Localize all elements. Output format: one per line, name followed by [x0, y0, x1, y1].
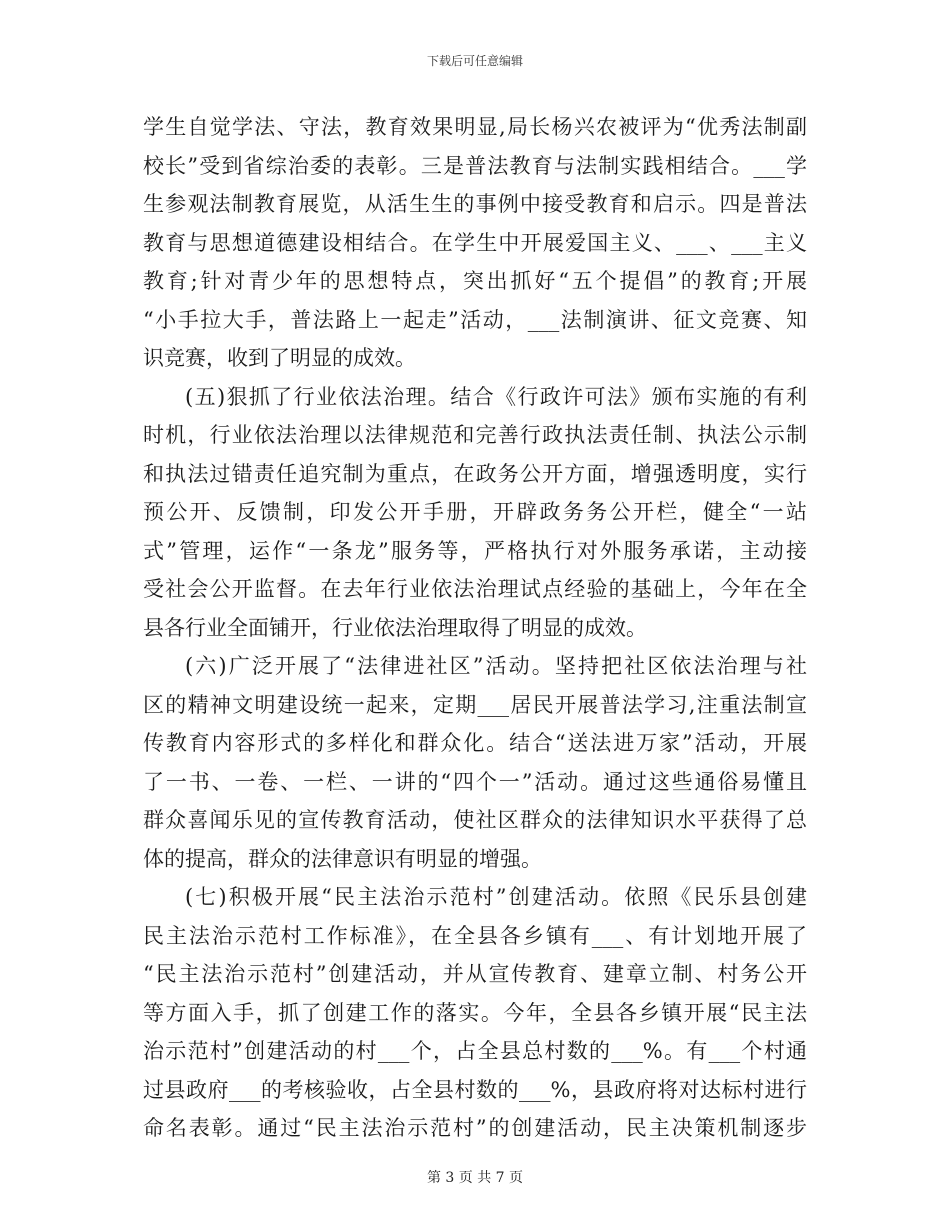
text-line: 时机，行业依法治理以法律规范和完善行政执法责任制、执法公示制	[143, 423, 807, 447]
page-header-note: 下载后可任意编辑	[426, 54, 523, 68]
text-line: 预公开、反馈制，印发公开手册，开辟政务务公开栏，健全“一站	[143, 500, 807, 524]
text-line: 式”管理，运作“一条龙”服务等，严格执行对外服务承诺，主动接	[143, 538, 807, 563]
text-line: 县各行业全面铺开，行业依法治理取得了明显的成效。	[143, 615, 647, 640]
text-line: 体的提高，群众的法律意识有明显的增强。	[143, 846, 542, 871]
text-line: 教育;针对青少年的思想特点，突出抓好“五个提倡”的教育;开展	[143, 269, 807, 293]
text-line: 命名表彰。通过“民主法治示范村”的创建活动，民主决策机制逐步	[143, 1116, 807, 1140]
document-body	[143, 108, 807, 1148]
text-line: 校长”受到省综治委的表彰。三是普法教育与法制实践相结合。___学	[143, 153, 807, 178]
text-line: 了一书、一卷、一栏、一讲的“四个一”活动。通过这些通俗易懂且	[143, 769, 807, 794]
text-line: “小手拉大手，普法路上一起走”活动，___法制演讲、征文竞赛、知	[143, 307, 807, 332]
text-line: “民主法治示范村”创建活动，并从宣传教育、建章立制、村务公开	[143, 962, 807, 986]
text-line: 群众喜闻乐见的宣传教育活动，使社区群众的法律知识水平获得了总	[143, 808, 807, 832]
text-line: 教育与思想道德建设相结合。在学生中开展爱国主义、___、___主义	[143, 230, 807, 255]
text-line: 治示范村”创建活动的村___个，占全县总村数的___%。有___个村通	[143, 1039, 807, 1063]
text-line: 区的精神文明建设统一起来，定期___居民开展普法学习,注重法制宣	[143, 692, 807, 717]
text-line: 识竞赛，收到了明显的成效。	[143, 346, 416, 370]
text-line: 过县政府___的考核验收，占全县村数的___%，县政府将对达标村进行	[143, 1077, 807, 1102]
page-number: 第 3 页 共 7 页	[426, 1170, 524, 1186]
text-line: 学生自觉学法、守法，教育效果明显,局长杨兴农被评为“优秀法制副	[143, 115, 807, 139]
text-line: (六)广泛开展了“法律进社区”活动。坚持把社区依法治理与社	[185, 654, 807, 678]
text-line: 等方面入手，抓了创建工作的落实。今年，全县各乡镇开展“民主法	[143, 1000, 807, 1025]
text-line: (五)狠抓了行业依法治理。结合《行政许可法》颁布实施的有利	[185, 384, 807, 409]
text-line: 民主法治示范村工作标准》，在全县各乡镇有___、有计划地开展了	[143, 923, 807, 948]
text-line: 和执法过错责任追究制为重点，在政务公开方面，增强透明度，实行	[143, 461, 807, 486]
text-line: 传教育内容形式的多样化和群众化。结合“送法进万家”活动，开展	[143, 731, 807, 755]
text-line: 生参观法制教育展览，从活生生的事例中接受教育和启示。四是普法	[143, 192, 807, 216]
text-line: (七)积极开展“民主法治示范村”创建活动。依照《民乐县创建	[185, 885, 807, 909]
text-line: 受社会公开监督。在去年行业依法治理试点经验的基础上，今年在全	[143, 577, 807, 601]
